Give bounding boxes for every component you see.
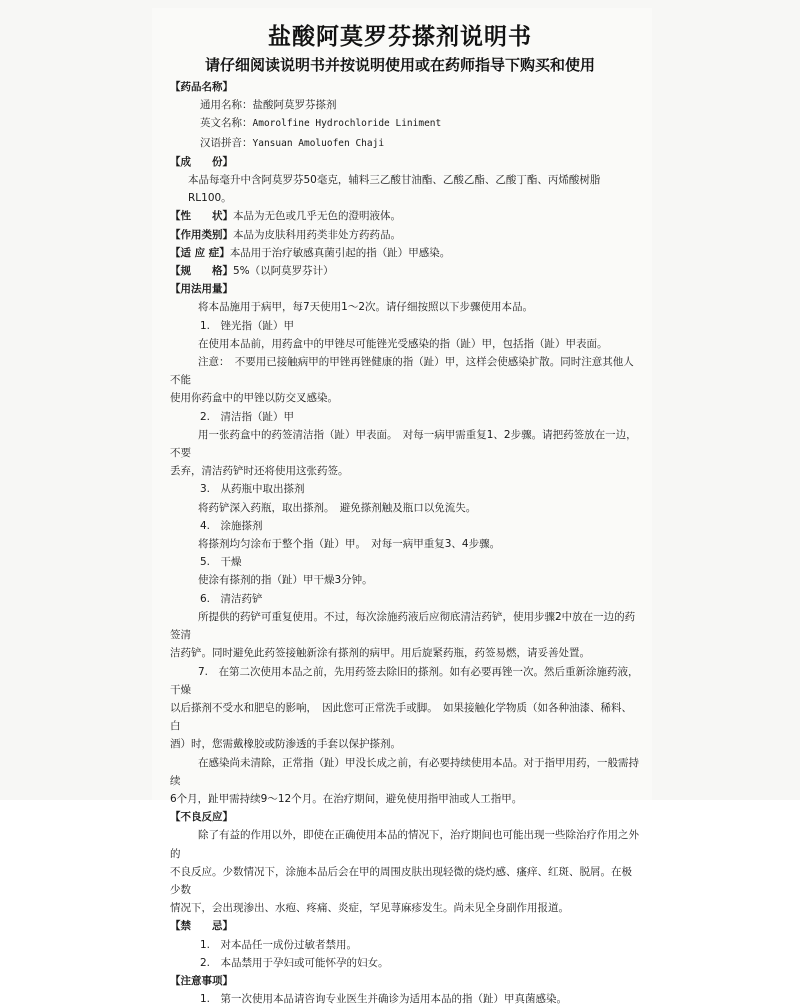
document-subtitle: 请仔细阅读说明书并按说明使用或在药师指导下购买和使用 — [204, 56, 595, 74]
precaution-item-1: 1. 第一次使用本品请咨询专业医生并确诊为适用本品的指（趾）甲真菌感染。 — [200, 993, 568, 1006]
step6-title: 6. 清洁药铲 — [200, 592, 263, 605]
step5-text: 使涂有搽剂的指（趾）甲干燥3分钟。 — [198, 574, 373, 587]
appearance-text: 本品为无色或几乎无色的澄明液体。 — [233, 210, 401, 223]
generic-name-line — [170, 96, 640, 114]
step7-text-c: 酒）时，您需戴橡胶或防渗透的手套以保护搽剂。 — [170, 738, 401, 751]
section-heading-composition: 【成 份】 — [170, 155, 233, 168]
adverse-text-a: 除了有益的作用以外，即使在正确使用本品的情况下，治疗期间也可能出现一些除治疗作用之外的 — [170, 829, 639, 860]
generic-name-value: 盐酸阿莫罗芬搽剂 — [252, 99, 337, 112]
appearance-line — [170, 207, 640, 225]
generic-name-label: 通用名称： — [200, 99, 253, 112]
step1-note-b: 使用你药盒中的甲锉以防交叉感染。 — [170, 392, 338, 405]
indication-text: 本品用于治疗敏感真菌引起的指（趾）甲感染。 — [229, 246, 451, 259]
step6-text-a: 所提供的药铲可重复使用。不过，每次涂施药液后应彻底清洁药铲，使用步骤2中放在一边的药签清 — [170, 610, 636, 642]
spec-text: 5%（以阿莫罗芬计） — [233, 265, 334, 278]
spec-line — [170, 262, 640, 280]
usage-intro: 将本品施用于病甲，每7天使用1～2次。请仔细按照以下步骤使用本品。 — [198, 301, 534, 314]
usage-duration-a: 在感染尚未清除，正常指（趾）甲没长成之前，有必要持续使用本品。对于指甲用药，一般需持续 — [170, 756, 639, 787]
composition-text: 本品每毫升中含阿莫罗芬50毫克，辅料三乙酸甘油酯、乙酸乙酯、乙酸丁酯、丙烯酸树脂RL100。 — [188, 174, 601, 205]
step3-title: 3. 从药瓶中取出搽剂 — [200, 483, 305, 496]
pinyin-name-value: Yansuan Amoluofen Chaji — [252, 137, 385, 149]
section-heading-drug-name: 【药品名称】 — [170, 81, 233, 93]
step6-text-b: 洁药铲。同时避免此药签接触新涂有搽剂的病甲。用后旋紧药瓶，药签易燃，请妥善处置。 — [170, 647, 590, 660]
adverse-text-c: 情况下，会出现渗出、水疱、疼痛、炎症，罕见荨麻疹发生。尚未见全身副作用报道。 — [170, 902, 569, 915]
step1-text: 在使用本品前，用药盒中的甲锉尽可能锉光受感染的指（趾）甲，包括指（趾）甲表面。 — [198, 337, 608, 350]
section-heading-appearance: 【性 状】 — [170, 210, 233, 223]
document-title: 盐酸阿莫罗芬搽剂说明书 — [268, 24, 532, 50]
category-text: 本品为皮肤科用药类非处方药药品。 — [233, 228, 401, 241]
section-heading-contraindications: 【禁 忌】 — [170, 920, 233, 933]
section-heading-spec: 【规 格】 — [170, 265, 233, 278]
leaflet-content — [170, 78, 640, 1008]
section-heading-indication: 【适 应 症】 — [170, 246, 230, 259]
indication-line — [170, 244, 640, 262]
step7-text-a: 7. 在第二次使用本品之前，先用药签去除旧的搽剂。如有必要再锉一次。然后重新涂施药液，干燥 — [170, 665, 639, 696]
step7-text-b: 以后搽剂不受水和肥皂的影响， 因此您可正常洗手或脚。 如果接触化学物质（如各种油漆、稀料、白 — [170, 701, 632, 733]
section-heading-precautions: 【注意事项】 — [170, 974, 233, 987]
step4-text: 将搽剂均匀涂布于整个指（趾）甲。 对每一病甲重复3、4步骤。 — [198, 538, 501, 551]
english-name-value: Amorolfine Hydrochloride Liniment — [252, 118, 442, 130]
pinyin-name-label: 汉语拼音： — [200, 136, 253, 149]
step3-text: 将药铲深入药瓶，取出搽剂。 避免搽剂触及瓶口以免流失。 — [198, 501, 477, 514]
step2-title: 2. 清洁指（趾）甲 — [200, 410, 295, 423]
contraindication-item-2: 2. 本品禁用于孕妇或可能怀孕的妇女。 — [200, 956, 389, 969]
step4-title: 4. 涂施搽剂 — [200, 519, 263, 532]
step2-text-a: 用一张药盒中的药签清洁指（趾）甲表面。 对每一病甲需重复1、2步骤。请把药签放在一边，不要 — [170, 428, 637, 460]
section-heading-adverse: 【不良反应】 — [170, 811, 233, 824]
category-line — [170, 226, 640, 244]
english-name-label: 英文名称： — [200, 117, 253, 130]
usage-duration-b: 6个月，趾甲需持续9～12个月。在治疗期间，避免使用指甲油或人工指甲。 — [170, 792, 523, 805]
pinyin-name-line — [170, 134, 640, 153]
adverse-text-b: 不良反应。少数情况下，涂施本品后会在甲的周围皮肤出现轻微的烧灼感、瘙痒、红斑、脱屑。在极少数 — [170, 865, 632, 896]
step1-note-a: 注意： 不要用已接触病甲的甲锉再锉健康的指（趾）甲，这样会使感染扩散。同时注意其他人不能 — [170, 356, 634, 387]
step5-title: 5. 干燥 — [200, 556, 242, 569]
section-heading-category: 【作用类别】 — [170, 228, 233, 241]
contraindication-item-1: 1. 对本品任一成份过敏者禁用。 — [200, 938, 358, 951]
step1-title: 1. 锉光指（趾）甲 — [200, 319, 295, 332]
step2-text-b: 丢弃，清洁药铲时还将使用这张药签。 — [170, 465, 349, 478]
english-name-line — [170, 114, 640, 133]
section-heading-usage: 【用法用量】 — [170, 283, 233, 296]
